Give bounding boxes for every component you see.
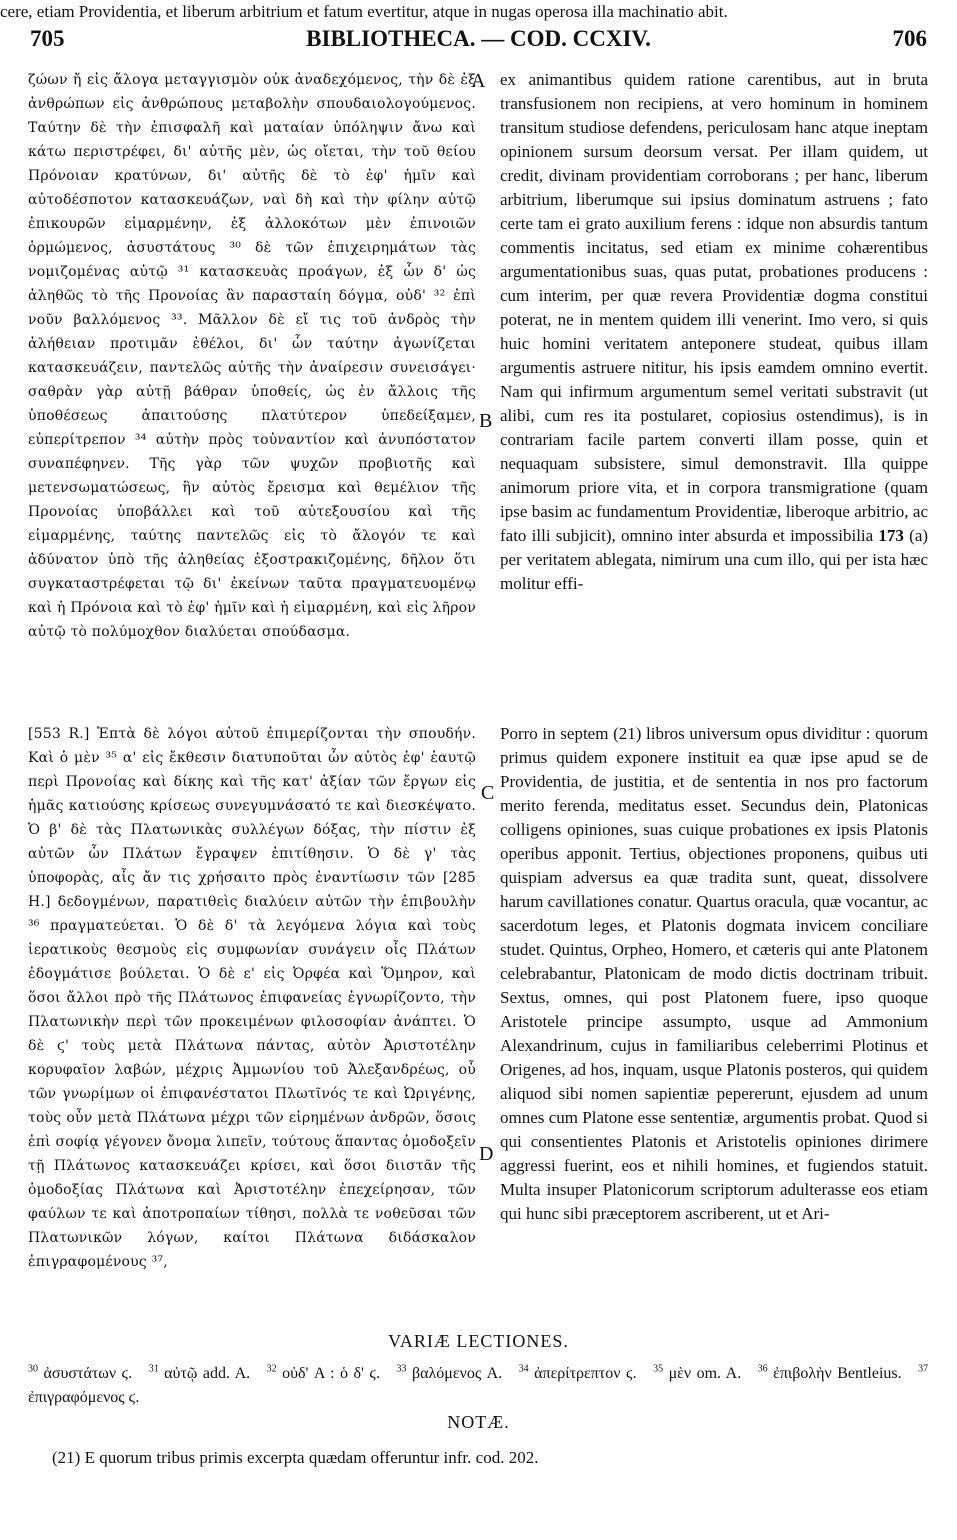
- full-width-line: cere, etiam Providentia, et liberum arbitrium et fatum evertitur, atque in nugas operosa illa machinatio abit.: [0, 2, 728, 21]
- footnote: (21) E quorum tribus primis excerpta quædam offeruntur infr. cod. 202.: [52, 1448, 539, 1467]
- latin-text: ex animantibus quidem ratione carentibus, aut in bruta transfusionem non recipiens, at vero hominum in hominem transitum studiose defendens, periculosam hanc atque ineptam opinionem sursum deorsum versat. Per illam quidem, ut credit, divinam providentiam corroborans ; per hanc, liberum arbitrium, liberumque sui ipsius dominatum astruens ; fato certe tam ei grato auxilium ferens : idque non absurdis tantum commentis incitatus, sed etiam ex minime cohærentibus argumentationibus suas, quas putat, probationes producens : cum interim, per quæ revera Providentiæ dogma constitui poterat, ne in mentem quidem illi venerint. Imo vero, si quis huic homini veritatem anteponere studeat, quibus illam argumentis astruere nititur, his ipsis eamdem omnino evertit. Nam qui infirmum argumentum semel veritati substravit (ut alibi, cum res ita postularet, copiosius ostendimus), is in contrariam facile partem converti illam posse, quin et nequaquam subsistere, simul demonstravit. Illa quippe animorum priore vita, et in corpora transmigratione (quam ipse basim ac fundamentum Providentiæ, liberoque arbitrio, ac fato illi subjicit), omnino inter absurda et impossibilia: [500, 70, 928, 545]
- section-number: 173: [878, 526, 904, 545]
- page-number-right: 706: [892, 26, 927, 51]
- margin-marker-b: B: [479, 410, 493, 432]
- variant-entry: $^{35}$ μὲν om. A.: [653, 1364, 742, 1383]
- running-title: BIBLIOTHECA. — COD. CCXIV.: [306, 26, 651, 51]
- notae-heading: NOTÆ.: [447, 1412, 510, 1432]
- latin-paragraph: Porro in septem (21) libros universum opus dividitur : quorum primus quidem exponere instituit ea quæ ipse apud se de Providentia, de justitia, et de sententia in nos pro factorum merito ferenda, meditatus esset. Secundus dein, Platonicas colligens opiniones, suas cuique probationes ex ipsis Platonis operibus apponit. Tertius, objectiones proponens, quibus uti quispiam adversus ea quæ tradita sunt, queat, dissolvere harum cavillationes conatur. Quartus oracula, quæ vocantur, ac sacerdotum leges, et Platonis dogmata invicem conciliare studet. Quintus, Orpheo, Homero, et cæteris qui ante Platonem celebrabantur, Platonicam de modo dictis doctrinam tribuit. Sextus, omnes, qui post Platonem fuere, ipso quoque Aristotele principe assumpto, usque ad Ammonium Alexandrinum, cujus in familiaribus celeberrimi Plotinus et Origenes, ad hos, inquam, usque Platonis posteros, qui quidem aliquod sibi nomen sapientiæ pepererunt, ejusdem ad unum omnes cum Platone esse sententiæ, argumentis probat. Quod si qui consentientes Platonis et Aristotelis opiniones dirimere aggressi fuerint, eos et nihili homines, et fugiendos statuit. Multa insuper Platonicorum scriptorum adulterasse eos etiam qui hunc sibi præceptorem ascriberent, ut et Ari-: [500, 724, 928, 1223]
- margin-marker-d: D: [479, 1143, 494, 1165]
- greek-paragraph: ζώων ἤ εἰς ἄλογα μεταγγισμὸν οὐκ ἀναδεχόμενος, τὴν δὲ ἐξ ἀνθρώπων εἰς ἀνθρώπους μεταβολὴν σπουδαιολογούμενος. Ταύτην δὲ τὴν ἐπισφαλῆ καὶ ματαίαν ὑπόληψιν ἄνω καὶ κάτω περιστρέφει, δι' αὐτῆς μὲν, ὡς οἴεται, τὴν τοῦ θείου Πρόνοιαν κρατύνων, δι' αὐτῆς δὲ τὸ ἐφ' ἡμῖν καὶ αὐτοδέσποτον κατασκευάζων, ναὶ δὴ καὶ τὴν φίλην αὐτῷ ἐπικουρῶν εἱμαρμένην, ἐξ ἀλλοκότων μὲν ἐπινοιῶν ὁρμώμενος, ἀσυστάτους ³⁰ δὲ τῶν ἐπιχειρημάτων τὰς νομιζομένας αὐτῷ ³¹ κατασκευὰς προάγων, ἐξ ὧν δ' ὡς ἀληθῶς τὸ τῆς Προνοίας ἂν παρασταίη δόγμα, οὐδ' ³² ἐπὶ νοῦν βαλλόμενος ³³. Μᾶλλον δὲ εἴ τις τοῦ ἀνδρὸς τὴν ἀλήθειαν προτιμᾶν ἐθέλοι, δι' ὧν ταύτην ἀγωνίζεται κατασκευάζειν, παντελῶς αὐτῆς τὴν ἀναίρεσιν συνεισάγει· σαθρὰν γὰρ αὐτῇ βάθραν ὑποθείς, ὡς ἐν ἄλλοις τῆς ὑποθέσεως ἀπαιτούσης πλατύτερον ὑπεδείξαμεν, εὐπερίτρεπον ³⁴ αὐτὴν πρὸς τοὐναντίον καὶ ἀνυπόστατον συναπέφηνεν. Τῆς γὰρ τῶν ψυχῶν προβιοτῆς καὶ μετενσωματώσεως, ἣν αὐτὸς ἔρεισμα καὶ θεμέλιον τῆς Προνοίας ὑποβάλλει καὶ τοῦ αὐτεξουσίου καὶ τῆς εἱμαρμένης, ταύτης παντελῶς εἰς τὸ ἄλογόν τε καὶ ἀδύνατον ὑπὸ τῆς ἀληθείας ἐξοστρακιζομένης, δῆλον ὅτι συγκαταστρέφεται τῷ δι' ἐκείνων ταῦτα πραγματευομένῳ καὶ ἡ Πρόνοια καὶ τὸ ἐφ' ἡμῖν καὶ ἡ εἱμαρμένη, καὶ εἰς λῆρον αὐτῷ τὸ πολύμοχθον διαλύεται σπούδασμα.: [28, 72, 476, 640]
- latin-text-end: (a) per veritatem ablegata, nimirum una cum illo, qui per ista hæc molitur effi-: [500, 526, 929, 593]
- greek-column-upper: [28, 68, 476, 644]
- latin-paragraph: [500, 68, 928, 596]
- variant-entry: $^{31}$ αὐτῷ add. A.: [148, 1364, 251, 1383]
- greek-paragraph: [553 R.] Ἑπτὰ δὲ λόγοι αὐτοῦ ἐπιμερίζονται τὴν σπουδήν. Καὶ ὁ μὲν ³⁵ α' εἰς ἔκθεσιν διατυποῦται ὧν αὐτὸς ἐφ' ἑαυτῷ περὶ Προνοίας καὶ δίκης καὶ τῆς κατ' ἀξίαν τῶν ἔργων εἰς ἡμᾶς κατιούσης κρίσεως συνεγυμνάσατό τε καὶ διεσκέψατο. Ὁ β' δὲ τὰς Πλατωνικὰς συλλέγων δόξας, τὴν πίστιν ἐξ αὐτῶν ὧν Πλάτων ἔγραψεν ἐπιτίθησιν. Ὁ δὲ γ' τὰς ὑποφορὰς, αἷς ἄν τις χρήσαιτο πρὸς ἐναντίωσιν τῶν [285 Η.] δεδογμένων, παρατιθεὶς διαλύειν αὐτῶν τὴν ἐπιβουλὴν ³⁶ πραγματεύεται. Ὁ δὲ δ' τὰ λεγόμενα λόγια καὶ τοὺς ἱερατικοὺς θεσμοὺς εἰς συμφωνίαν συνάγειν οἷς Πλάτων ἐδογμάτισε βούλεται. Ὁ δὲ ε' εἰς Ὀρφέα καὶ Ὅμηρον, καὶ ὅσοι ἄλλοι πρὸ τῆς Πλάτωνος ἐπιφανείας ἐγνωρίζοντο, τὴν Πλατωνικὴν περὶ τῶν προκειμένων φιλοσοφίαν ἀνάπτει. Ὁ δὲ ϛ' τοὺς μετὰ Πλάτωνα πάντας, αὐτὸν Ἀριστοτέλην κορυφαῖον λαβών, μέχρις Ἀμμωνίου τοῦ Ἀλεξανδρέως, οὗ τῶν γνωρίμων οἱ ἐπιφανέστατοι Πλωτῖνός τε καὶ Ὠριγένης, τοὺς οὖν μετὰ Πλάτωνα μέχρι τῶν εἰρημένων ἀνδρῶν, ὅσοις ἐπὶ σοφίᾳ γέγονεν ὄνομα λιπεῖν, τούτους ἅπαντας ὁμοδοξεῖν τῇ Πλάτωνος κατασκευάζει κρίσει, καὶ ὅσοι διιστᾶν τῆς ὁμοδοξίας Πλάτωνα καὶ Ἀριστοτέλην ἐπεχείρησαν, τῶν φαύλων τε καὶ ἀποτροπαίων τίθησι, πολλὰ τε νοθεῦσαι τῶν Πλατωνικῶν λόγων, καίτοι Πλάτωνα διδάσκαλον ἐπιγραφομένους ³⁷,: [28, 726, 477, 1270]
- running-header: [30, 26, 927, 60]
- variant-entry: $^{34}$ ἀπερίτρεπτον ϛ.: [518, 1364, 637, 1383]
- variant-entry: $^{37}$ ἐπιγραφόμενος ϛ.: [28, 1364, 929, 1407]
- variant-entry: $^{33}$ βαλόμενος A.: [396, 1364, 503, 1383]
- page-number-left: 705: [30, 26, 65, 51]
- variant-entry: $^{32}$ οὐδ' A : ὁ δ' ϛ.: [266, 1364, 381, 1383]
- greek-column-lower: [28, 722, 476, 1274]
- variae-lectiones-list: [28, 1358, 928, 1410]
- margin-marker-a: A: [471, 70, 486, 92]
- variant-entry: $^{36}$ ἐπιβολὴν Bentleius.: [757, 1364, 902, 1383]
- margin-marker-c: C: [481, 782, 495, 804]
- variae-lectiones-heading: VARIÆ LECTIONES.: [388, 1331, 569, 1351]
- latin-column-upper: [500, 68, 928, 596]
- variant-entry: $^{30}$ ἀσυστάτων ϛ.: [28, 1364, 133, 1383]
- latin-column-lower: [500, 722, 928, 1226]
